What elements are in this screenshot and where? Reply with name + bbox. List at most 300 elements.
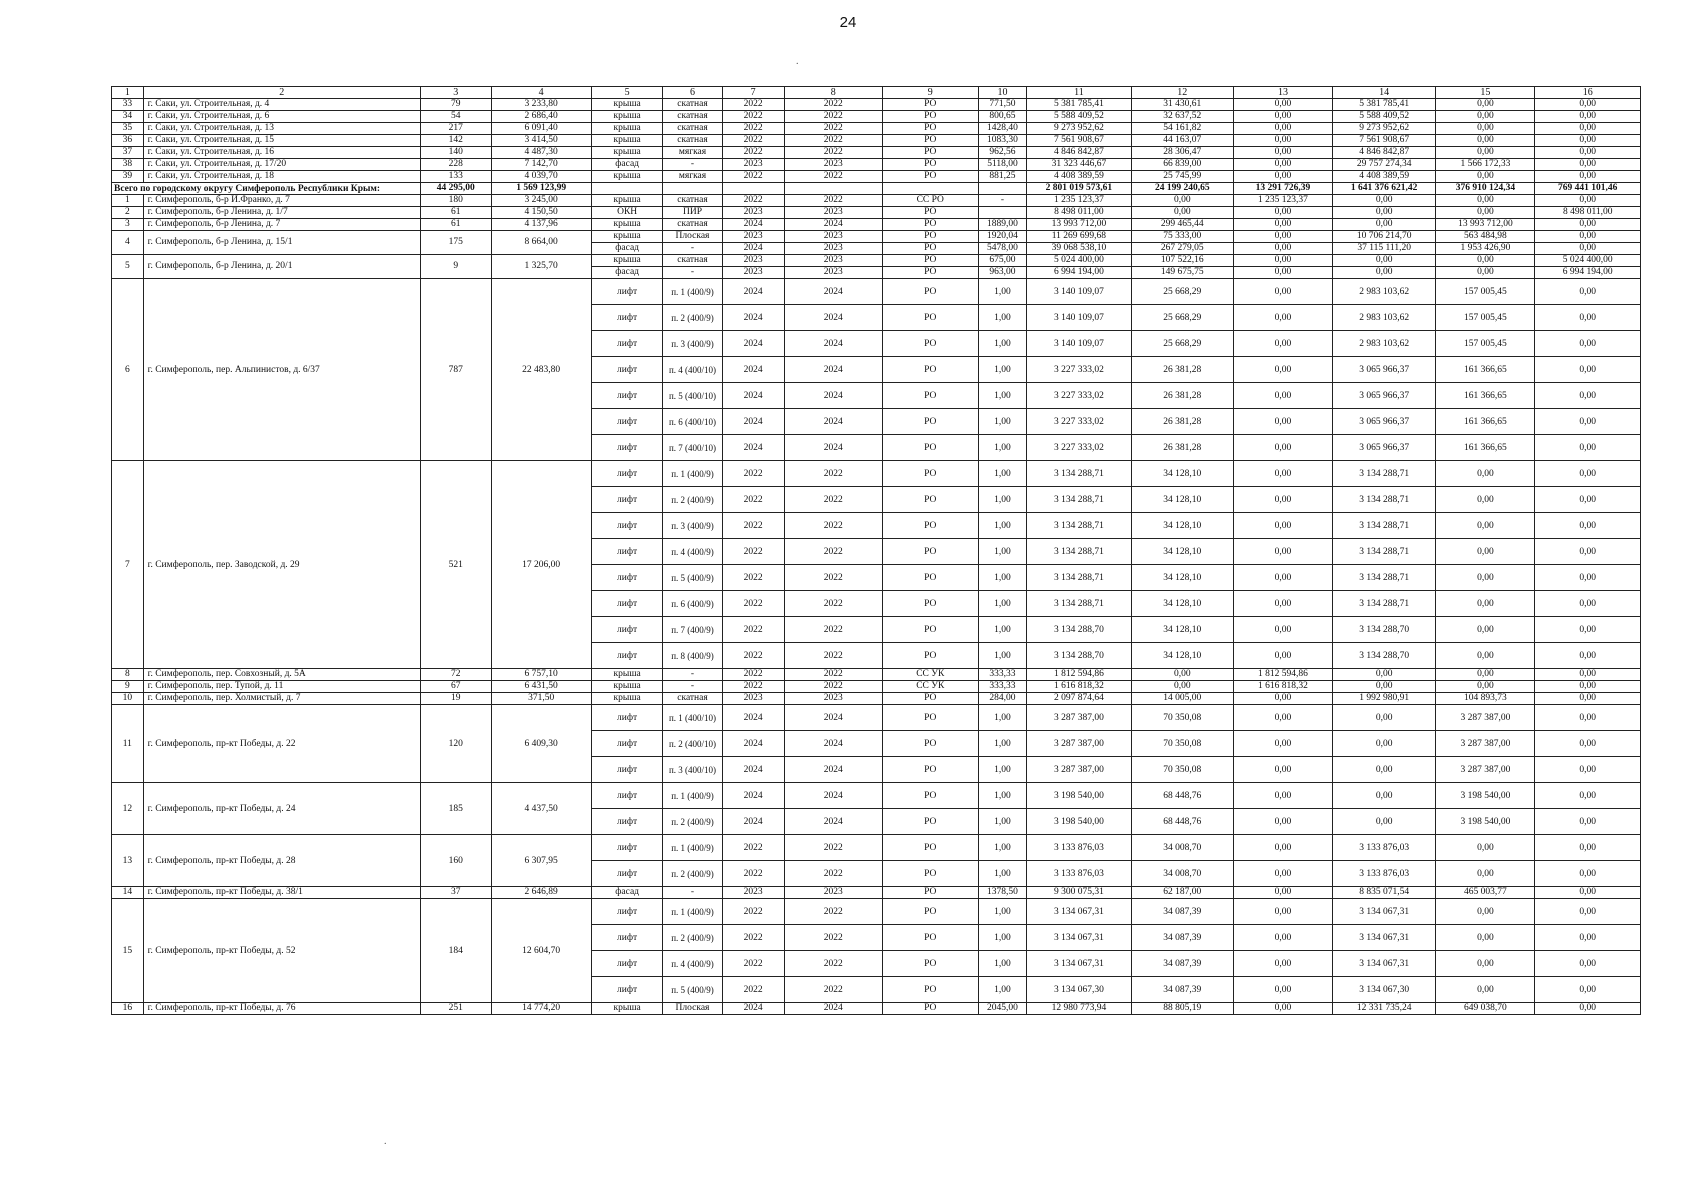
work-subtype-cell: скатная — [663, 195, 722, 207]
cost-component-cell: 62 187,00 — [1131, 887, 1233, 899]
total-fund-source-b: 1 641 376 621,42 — [1333, 183, 1436, 195]
total-cost-cell: 3 134 067,30 — [1027, 977, 1131, 1003]
total-cost-cell: 3 140 109,07 — [1027, 331, 1131, 357]
method-cell: РО — [882, 693, 978, 705]
fund-source-d-cell: 0,00 — [1535, 195, 1641, 207]
year-end-cell: 2022 — [784, 565, 882, 591]
total-cost-cell: 3 133 876,03 — [1027, 861, 1131, 887]
cost-component-cell: 34 128,10 — [1131, 539, 1233, 565]
year-end-cell: 2022 — [784, 135, 882, 147]
work-type-cell: ОКН — [591, 207, 663, 219]
column-number-header: 12 — [1131, 87, 1233, 99]
year-end-cell: 2024 — [784, 305, 882, 331]
residents-cell: 175 — [420, 231, 491, 255]
volume-cell: 1889,00 — [978, 219, 1027, 231]
volume-cell: 1,00 — [978, 809, 1027, 835]
work-type-cell: лифт — [591, 357, 663, 383]
volume-cell: 1,00 — [978, 643, 1027, 669]
item-number-cell: 15 — [112, 899, 144, 1003]
method-cell: РО — [882, 887, 978, 899]
total-cost-cell: 3 198 540,00 — [1027, 809, 1131, 835]
work-type-cell: лифт — [591, 305, 663, 331]
cost-component-cell: 0,00 — [1131, 681, 1233, 693]
work-subtype-cell: п. 5 (400/9) — [663, 565, 722, 591]
work-subtype-cell: п. 1 (400/10) — [663, 705, 722, 731]
column-number-header: 3 — [420, 87, 491, 99]
year-start-cell: 2022 — [722, 461, 784, 487]
fund-source-c-cell: 157 005,45 — [1436, 305, 1535, 331]
table-row — [112, 195, 1641, 207]
work-type-cell: лифт — [591, 487, 663, 513]
volume-cell: 1,00 — [978, 409, 1027, 435]
method-cell: РО — [882, 243, 978, 255]
address-cell: г. Симферополь, пр-кт Победы, д. 76 — [143, 1003, 420, 1015]
method-cell: СС УК — [882, 669, 978, 681]
total-cost-cell: 3 287 387,00 — [1027, 705, 1131, 731]
table-row — [112, 99, 1641, 111]
year-start-cell: 2024 — [722, 809, 784, 835]
table-row — [112, 231, 1641, 243]
column-number-header: 13 — [1233, 87, 1332, 99]
year-end-cell: 2023 — [784, 159, 882, 171]
work-subtype-cell: п. 7 (400/10) — [663, 435, 722, 461]
address-cell: г. Саки, ул. Строительная, д. 16 — [143, 147, 420, 159]
table-row — [112, 147, 1641, 159]
work-subtype-cell: п. 4 (400/9) — [663, 951, 722, 977]
work-subtype-cell: скатная — [663, 135, 722, 147]
work-subtype-cell: п. 2 (400/9) — [663, 861, 722, 887]
year-end-cell: 2023 — [784, 207, 882, 219]
work-subtype-cell: - — [663, 159, 722, 171]
empty-cell — [663, 183, 722, 195]
year-start-cell: 2022 — [722, 565, 784, 591]
fund-source-d-cell: 0,00 — [1535, 643, 1641, 669]
item-number-cell: 38 — [112, 159, 144, 171]
work-type-cell: фасад — [591, 887, 663, 899]
work-subtype-cell: п. 2 (400/9) — [663, 809, 722, 835]
year-start-cell: 2022 — [722, 669, 784, 681]
column-number-header: 10 — [978, 87, 1027, 99]
fund-source-a-cell: 0,00 — [1233, 357, 1332, 383]
residents-cell: 72 — [420, 669, 491, 681]
year-end-cell: 2023 — [784, 255, 882, 267]
fund-source-a-cell: 0,00 — [1233, 135, 1332, 147]
fund-source-b-cell: 9 273 952,62 — [1333, 123, 1436, 135]
area-cell: 1 325,70 — [491, 255, 591, 279]
fund-source-a-cell: 0,00 — [1233, 159, 1332, 171]
scan-mark-bottom: . — [384, 1136, 387, 1147]
year-start-cell: 2024 — [722, 1003, 784, 1015]
fund-source-a-cell: 0,00 — [1233, 887, 1332, 899]
method-cell: РО — [882, 643, 978, 669]
work-type-cell: крыша — [591, 99, 663, 111]
volume-cell: 5118,00 — [978, 159, 1027, 171]
total-cost-cell: 5 588 409,52 — [1027, 111, 1131, 123]
area-cell: 4 437,50 — [491, 783, 591, 835]
fund-source-a-cell: 0,00 — [1233, 255, 1332, 267]
volume-cell: 1,00 — [978, 487, 1027, 513]
fund-source-d-cell: 0,00 — [1535, 219, 1641, 231]
work-type-cell: крыша — [591, 669, 663, 681]
area-cell: 6 091,40 — [491, 123, 591, 135]
cost-component-cell: 26 381,28 — [1131, 435, 1233, 461]
area-cell: 22 483,80 — [491, 279, 591, 461]
volume-cell: 1,00 — [978, 305, 1027, 331]
work-type-cell: фасад — [591, 267, 663, 279]
year-start-cell: 2022 — [722, 123, 784, 135]
fund-source-d-cell: 0,00 — [1535, 159, 1641, 171]
fund-source-c-cell: 0,00 — [1436, 267, 1535, 279]
volume-cell: 1920,04 — [978, 231, 1027, 243]
fund-source-d-cell: 0,00 — [1535, 705, 1641, 731]
work-subtype-cell: - — [663, 243, 722, 255]
method-cell: РО — [882, 565, 978, 591]
fund-source-d-cell: 0,00 — [1535, 669, 1641, 681]
year-end-cell: 2022 — [784, 669, 882, 681]
residents-cell: 9 — [420, 255, 491, 279]
volume-cell: 2045,00 — [978, 1003, 1027, 1015]
address-cell: г. Симферополь, пр-кт Победы, д. 28 — [143, 835, 420, 887]
work-subtype-cell: п. 2 (400/9) — [663, 925, 722, 951]
total-cost-cell: 39 068 538,10 — [1027, 243, 1131, 255]
work-type-cell: лифт — [591, 951, 663, 977]
fund-source-d-cell: 0,00 — [1535, 681, 1641, 693]
address-cell: г. Симферополь, пер. Заводской, д. 29 — [143, 461, 420, 669]
total-cost-cell: 1 235 123,37 — [1027, 195, 1131, 207]
fund-source-c-cell: 161 366,65 — [1436, 383, 1535, 409]
area-cell: 6 409,30 — [491, 705, 591, 783]
year-start-cell: 2024 — [722, 783, 784, 809]
column-number-header: 9 — [882, 87, 978, 99]
fund-source-c-cell: 0,00 — [1436, 643, 1535, 669]
column-number-header: 2 — [143, 87, 420, 99]
volume-cell: 1,00 — [978, 835, 1027, 861]
cost-component-cell: 0,00 — [1131, 207, 1233, 219]
fund-source-b-cell: 3 134 288,71 — [1333, 487, 1436, 513]
year-end-cell: 2022 — [784, 899, 882, 925]
address-cell: г. Саки, ул. Строительная, д. 17/20 — [143, 159, 420, 171]
volume-cell: 963,00 — [978, 267, 1027, 279]
volume-cell: 1,00 — [978, 383, 1027, 409]
fund-source-a-cell: 0,00 — [1233, 331, 1332, 357]
work-subtype-cell: п. 2 (400/10) — [663, 731, 722, 757]
total-area: 1 569 123,99 — [491, 183, 591, 195]
fund-source-a-cell: 0,00 — [1233, 977, 1332, 1003]
work-type-cell: крыша — [591, 219, 663, 231]
total-cost-cell: 3 134 067,31 — [1027, 951, 1131, 977]
year-start-cell: 2022 — [722, 99, 784, 111]
fund-source-c-cell: 0,00 — [1436, 135, 1535, 147]
fund-source-b-cell: 3 065 966,37 — [1333, 357, 1436, 383]
cost-component-cell: 34 087,39 — [1131, 899, 1233, 925]
fund-source-b-cell: 3 133 876,03 — [1333, 835, 1436, 861]
item-number-cell: 10 — [112, 693, 144, 705]
year-start-cell: 2022 — [722, 977, 784, 1003]
total-cost-cell: 1 812 594,86 — [1027, 669, 1131, 681]
year-end-cell: 2022 — [784, 99, 882, 111]
fund-source-b-cell: 3 134 288,71 — [1333, 591, 1436, 617]
method-cell: РО — [882, 1003, 978, 1015]
work-type-cell: лифт — [591, 861, 663, 887]
fund-source-a-cell: 0,00 — [1233, 305, 1332, 331]
fund-source-c-cell: 0,00 — [1436, 461, 1535, 487]
work-type-cell: крыша — [591, 147, 663, 159]
fund-source-c-cell: 104 893,73 — [1436, 693, 1535, 705]
total-cost-cell: 8 498 011,00 — [1027, 207, 1131, 219]
column-number-header: 7 — [722, 87, 784, 99]
total-cost-cell: 3 134 288,70 — [1027, 643, 1131, 669]
fund-source-a-cell: 0,00 — [1233, 435, 1332, 461]
work-subtype-cell: п. 4 (400/10) — [663, 357, 722, 383]
fund-source-a-cell: 0,00 — [1233, 267, 1332, 279]
total-cost-cell: 4 846 842,87 — [1027, 147, 1131, 159]
fund-source-d-cell: 0,00 — [1535, 409, 1641, 435]
table-row — [112, 669, 1641, 681]
fund-source-d-cell: 0,00 — [1535, 693, 1641, 705]
fund-source-c-cell: 157 005,45 — [1436, 279, 1535, 305]
volume-cell: 1083,30 — [978, 135, 1027, 147]
cost-component-cell: 44 163,07 — [1131, 135, 1233, 147]
fund-source-d-cell: 0,00 — [1535, 513, 1641, 539]
fund-source-d-cell: 0,00 — [1535, 757, 1641, 783]
volume-cell: 1428,40 — [978, 123, 1027, 135]
table-row — [112, 219, 1641, 231]
fund-source-a-cell: 0,00 — [1233, 809, 1332, 835]
work-subtype-cell: мягкая — [663, 147, 722, 159]
empty-cell — [784, 183, 882, 195]
item-number-cell: 36 — [112, 135, 144, 147]
fund-source-c-cell: 0,00 — [1436, 487, 1535, 513]
fund-source-c-cell: 0,00 — [1436, 899, 1535, 925]
total-fund-source-c: 376 910 124,34 — [1436, 183, 1535, 195]
year-start-cell: 2024 — [722, 243, 784, 255]
fund-source-d-cell: 0,00 — [1535, 731, 1641, 757]
year-start-cell: 2023 — [722, 255, 784, 267]
volume-cell: 1,00 — [978, 757, 1027, 783]
fund-source-a-cell: 0,00 — [1233, 487, 1332, 513]
cost-component-cell: 25 668,29 — [1131, 331, 1233, 357]
total-fund-source-d: 769 441 101,46 — [1535, 183, 1641, 195]
fund-source-d-cell: 0,00 — [1535, 977, 1641, 1003]
method-cell: РО — [882, 783, 978, 809]
total-cost-cell: 3 134 288,71 — [1027, 461, 1131, 487]
method-cell: РО — [882, 255, 978, 267]
fund-source-d-cell: 0,00 — [1535, 383, 1641, 409]
fund-source-a-cell: 0,00 — [1233, 539, 1332, 565]
year-start-cell: 2022 — [722, 487, 784, 513]
fund-source-c-cell: 465 003,77 — [1436, 887, 1535, 899]
cost-component-cell: 54 161,82 — [1131, 123, 1233, 135]
method-cell: РО — [882, 461, 978, 487]
total-cost-cell: 3 198 540,00 — [1027, 783, 1131, 809]
area-cell: 4 137,96 — [491, 219, 591, 231]
fund-source-b-cell: 3 065 966,37 — [1333, 383, 1436, 409]
work-type-cell: лифт — [591, 757, 663, 783]
fund-source-c-cell: 0,00 — [1436, 171, 1535, 183]
residents-cell: 217 — [420, 123, 491, 135]
table-body — [112, 87, 1641, 1015]
fund-source-b-cell: 10 706 214,70 — [1333, 231, 1436, 243]
fund-source-d-cell: 0,00 — [1535, 461, 1641, 487]
total-fund-source-a: 13 291 726,39 — [1233, 183, 1332, 195]
address-cell: г. Саки, ул. Строительная, д. 4 — [143, 99, 420, 111]
year-start-cell: 2024 — [722, 435, 784, 461]
year-start-cell: 2022 — [722, 591, 784, 617]
year-start-cell: 2024 — [722, 219, 784, 231]
fund-source-a-cell: 1 235 123,37 — [1233, 195, 1332, 207]
work-subtype-cell: п. 1 (400/9) — [663, 783, 722, 809]
year-start-cell: 2023 — [722, 207, 784, 219]
year-end-cell: 2023 — [784, 267, 882, 279]
volume-cell — [978, 207, 1027, 219]
total-label: Всего по городскому округу Симферополь Республики Крым: — [112, 183, 421, 195]
fund-source-d-cell: 8 498 011,00 — [1535, 207, 1641, 219]
year-start-cell: 2024 — [722, 279, 784, 305]
year-end-cell: 2024 — [784, 409, 882, 435]
year-end-cell: 2022 — [784, 951, 882, 977]
method-cell: РО — [882, 951, 978, 977]
fund-source-b-cell: 5 381 785,41 — [1333, 99, 1436, 111]
year-end-cell: 2023 — [784, 243, 882, 255]
fund-source-d-cell: 0,00 — [1535, 951, 1641, 977]
table-row — [112, 207, 1641, 219]
residents-cell: 54 — [420, 111, 491, 123]
work-subtype-cell: п. 7 (400/9) — [663, 617, 722, 643]
column-number-header: 5 — [591, 87, 663, 99]
fund-source-c-cell: 0,00 — [1436, 147, 1535, 159]
work-type-cell: лифт — [591, 513, 663, 539]
year-end-cell: 2024 — [784, 809, 882, 835]
year-end-cell: 2022 — [784, 681, 882, 693]
volume-cell: 1,00 — [978, 977, 1027, 1003]
cost-component-cell: 68 448,76 — [1131, 809, 1233, 835]
area-cell: 3 233,80 — [491, 99, 591, 111]
work-subtype-cell: п. 2 (400/9) — [663, 305, 722, 331]
fund-source-c-cell: 0,00 — [1436, 111, 1535, 123]
year-start-cell: 2022 — [722, 195, 784, 207]
fund-source-a-cell: 0,00 — [1233, 279, 1332, 305]
scan-mark: . — [796, 56, 799, 67]
fund-source-a-cell: 0,00 — [1233, 513, 1332, 539]
address-cell: г. Саки, ул. Строительная, д. 13 — [143, 123, 420, 135]
cost-component-cell: 34 128,10 — [1131, 565, 1233, 591]
fund-source-d-cell: 0,00 — [1535, 171, 1641, 183]
work-type-cell: крыша — [591, 171, 663, 183]
total-cost-cell: 3 140 109,07 — [1027, 279, 1131, 305]
total-residents: 44 295,00 — [420, 183, 491, 195]
table-row — [112, 159, 1641, 171]
area-cell: 4 039,70 — [491, 171, 591, 183]
year-start-cell: 2024 — [722, 305, 784, 331]
year-start-cell: 2022 — [722, 111, 784, 123]
method-cell: РО — [882, 267, 978, 279]
year-end-cell: 2024 — [784, 435, 882, 461]
volume-cell: 1378,50 — [978, 887, 1027, 899]
area-cell: 12 604,70 — [491, 899, 591, 1003]
total-cost-cell: 9 273 952,62 — [1027, 123, 1131, 135]
residents-cell: 61 — [420, 219, 491, 231]
method-cell: РО — [882, 731, 978, 757]
work-subtype-cell: мягкая — [663, 171, 722, 183]
volume-cell: 1,00 — [978, 925, 1027, 951]
fund-source-d-cell: 0,00 — [1535, 783, 1641, 809]
fund-source-c-cell: 0,00 — [1436, 977, 1535, 1003]
residents-cell: 787 — [420, 279, 491, 461]
cost-component-cell: 88 805,19 — [1131, 1003, 1233, 1015]
work-subtype-cell: п. 6 (400/9) — [663, 591, 722, 617]
fund-source-c-cell: 0,00 — [1436, 617, 1535, 643]
fund-source-b-cell: 3 134 067,31 — [1333, 925, 1436, 951]
total-cost-cell: 3 134 067,31 — [1027, 899, 1131, 925]
fund-source-a-cell: 0,00 — [1233, 207, 1332, 219]
fund-source-b-cell: 3 065 966,37 — [1333, 409, 1436, 435]
fund-source-c-cell: 0,00 — [1436, 207, 1535, 219]
method-cell: РО — [882, 835, 978, 861]
volume-cell: 5478,00 — [978, 243, 1027, 255]
total-cost: 2 801 019 573,61 — [1027, 183, 1131, 195]
method-cell: РО — [882, 899, 978, 925]
cost-component-cell: 31 430,61 — [1131, 99, 1233, 111]
item-number-cell: 7 — [112, 461, 144, 669]
work-subtype-cell: п. 1 (400/9) — [663, 461, 722, 487]
year-start-cell: 2024 — [722, 705, 784, 731]
address-cell: г. Симферополь, пр-кт Победы, д. 24 — [143, 783, 420, 835]
fund-source-c-cell: 0,00 — [1436, 591, 1535, 617]
work-type-cell: лифт — [591, 809, 663, 835]
work-type-cell: крыша — [591, 135, 663, 147]
work-subtype-cell: скатная — [663, 111, 722, 123]
total-cost-cell: 3 227 333,02 — [1027, 357, 1131, 383]
fund-source-d-cell: 0,00 — [1535, 1003, 1641, 1015]
fund-source-b-cell: 1 992 980,91 — [1333, 693, 1436, 705]
work-type-cell: лифт — [591, 279, 663, 305]
method-cell: РО — [882, 231, 978, 243]
work-subtype-cell: скатная — [663, 255, 722, 267]
fund-source-c-cell: 1 566 172,33 — [1436, 159, 1535, 171]
work-type-cell: лифт — [591, 409, 663, 435]
fund-source-c-cell: 161 366,65 — [1436, 435, 1535, 461]
fund-source-b-cell: 3 134 067,30 — [1333, 977, 1436, 1003]
method-cell: РО — [882, 159, 978, 171]
work-type-cell: лифт — [591, 643, 663, 669]
method-cell: РО — [882, 591, 978, 617]
volume-cell: 771,50 — [978, 99, 1027, 111]
address-cell: г. Симферополь, пер. Холмистый, д. 7 — [143, 693, 420, 705]
fund-source-d-cell: 0,00 — [1535, 925, 1641, 951]
fund-source-c-cell: 0,00 — [1436, 99, 1535, 111]
fund-source-a-cell: 1 812 594,86 — [1233, 669, 1332, 681]
work-subtype-cell: п. 5 (400/9) — [663, 977, 722, 1003]
item-number-cell: 6 — [112, 279, 144, 461]
fund-source-b-cell: 37 115 111,20 — [1333, 243, 1436, 255]
table-row — [112, 111, 1641, 123]
fund-source-d-cell: 0,00 — [1535, 357, 1641, 383]
fund-source-a-cell: 0,00 — [1233, 925, 1332, 951]
total-cost-cell: 9 300 075,31 — [1027, 887, 1131, 899]
fund-source-b-cell: 3 134 067,31 — [1333, 899, 1436, 925]
work-type-cell: крыша — [591, 111, 663, 123]
volume-cell: 1,00 — [978, 591, 1027, 617]
year-end-cell: 2022 — [784, 513, 882, 539]
year-end-cell: 2022 — [784, 539, 882, 565]
volume-cell: 1,00 — [978, 861, 1027, 887]
year-start-cell: 2023 — [722, 159, 784, 171]
fund-source-b-cell: 0,00 — [1333, 681, 1436, 693]
fund-source-a-cell: 1 616 818,32 — [1233, 681, 1332, 693]
cost-component-cell: 66 839,00 — [1131, 159, 1233, 171]
work-subtype-cell: скатная — [663, 693, 722, 705]
method-cell: СС РО — [882, 195, 978, 207]
